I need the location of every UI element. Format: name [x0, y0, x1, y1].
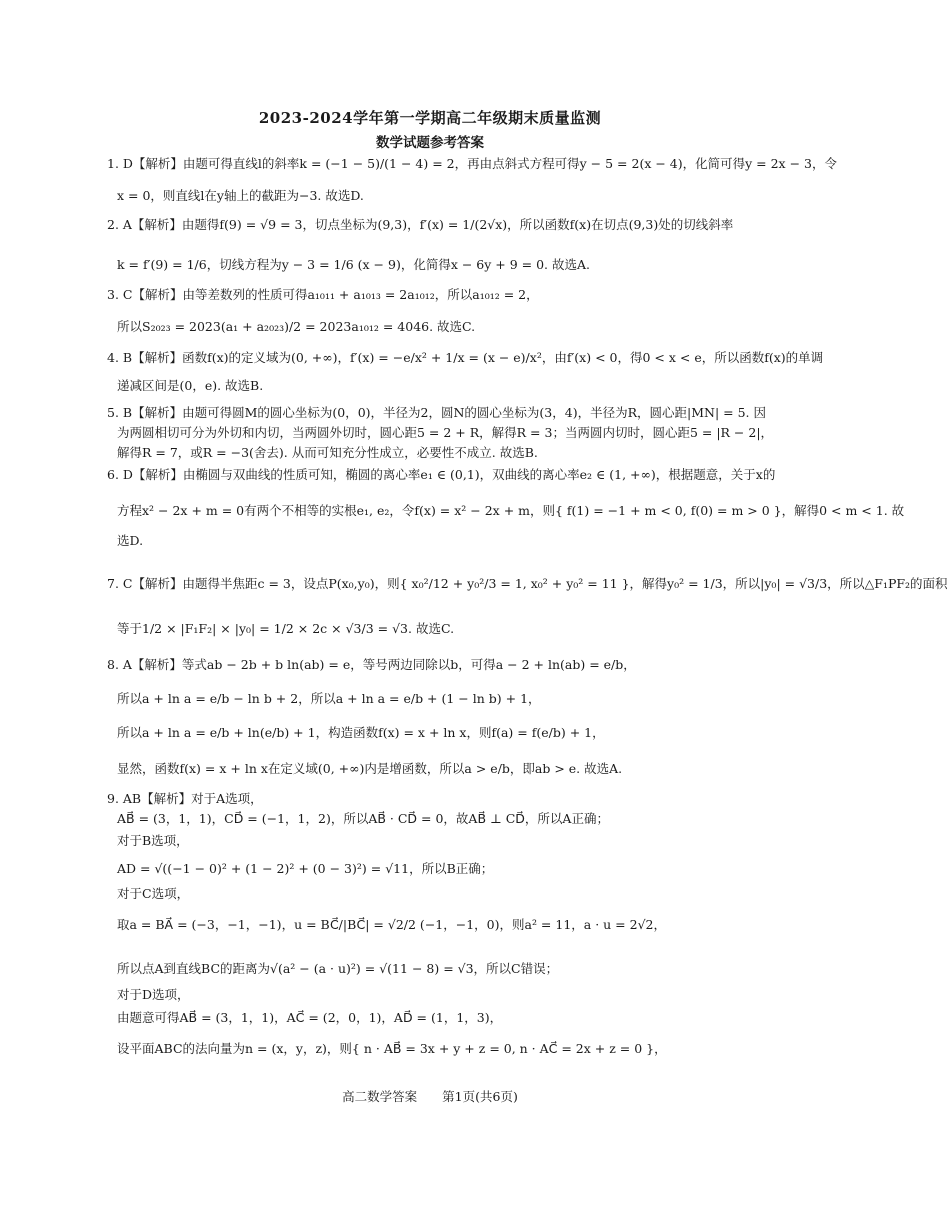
- q9-line-9: 由题意可得AB⃗ = (3，1，1)，AC⃗ = (2，0，1)，AD⃗ = (1，1，3)，: [117, 1010, 503, 1025]
- q4-line-2: 递减区间是(0，e). 故选B.: [117, 378, 264, 393]
- q9-line-6: 取a = BA⃗ = (−3，−1，−1)，u = BC⃗/|BC⃗| = √2/2 (−1，−1，0)，则a² = 11，a · u = 2√2，: [117, 917, 666, 932]
- q3-line-2: 所以S₂₀₂₃ = 2023(a₁ + a₂₀₂₃)/2 = 2023a₁₀₁₂ = 4046. 故选C.: [117, 319, 476, 334]
- q6-line-2: 方程x² − 2x + m = 0有两个不相等的实根e₁, e₂，令f(x) = x² − 2x + m，则{ f(1) = −1 + m < 0, f(0) = m > 0 }，解得0 < m < 1. 故: [117, 503, 905, 518]
- q7-line-2: 等于1/2 × |F₁F₂| × |y₀| = 1/2 × 2c × √3/3 = √3. 故选C.: [117, 621, 455, 636]
- q2-line-1: 2. A【解析】由题得f(9) = √9 = 3，切点坐标为(9,3)，f′(x) = 1/(2√x)，所以函数f(x)在切点(9,3)处的切线斜率: [107, 217, 734, 232]
- q9-line-1: 9. AB【解析】对于A选项，: [107, 791, 263, 806]
- q9-line-3: 对于B选项，: [117, 833, 189, 848]
- q8-line-1: 8. A【解析】等式ab − 2b + b ln(ab) = e，等号两边同除以b，可得a − 2 + ln(ab) = e/b，: [107, 657, 636, 672]
- q4-line-1: 4. B【解析】函数f(x)的定义域为(0, +∞)，f′(x) = −e/x² + 1/x = (x − e)/x²，由f′(x) < 0，得0 < x < e，所以函数f(x)的单调: [107, 350, 824, 365]
- q5-line-1: 5. B【解析】由题可得圆M的圆心坐标为(0，0)，半径为2，圆N的圆心坐标为(3，4)，半径为R，圆心距|MN| = 5. 因: [107, 405, 766, 420]
- q9-line-2: AB⃗ = (3，1，1)，CD⃗ = (−1，1，2)，所以AB⃗ · CD⃗ = 0，故AB⃗ ⊥ CD⃗，所以A正确；: [117, 811, 609, 826]
- page-footer: 高二数学答案 第1页(共6页): [342, 1089, 518, 1104]
- q5-line-3: 解得R = 7，或R = −3(舍去). 从而可知充分性成立，必要性不成立. 故选B.: [117, 445, 538, 460]
- q8-line-2: 所以a + ln a = e/b − ln b + 2，所以a + ln a = e/b + (1 − ln b) + 1，: [117, 691, 541, 706]
- q9-line-4: AD = √((−1 − 0)² + (1 − 2)² + (0 − 3)²) = √11，所以B正确；: [117, 861, 494, 876]
- q8-line-3: 所以a + ln a = e/b + ln(e/b) + 1，构造函数f(x) = x + ln x，则f(a) = f(e/b) + 1，: [117, 725, 605, 740]
- q8-line-4: 显然，函数f(x) = x + ln x在定义域(0, +∞)内是增函数，所以a > e/b，即ab > e. 故选A.: [117, 761, 623, 776]
- q9-line-7: 所以点A到直线BC的距离为√(a² − (a · u)²) = √(11 − 8) = √3，所以C错误；: [117, 961, 559, 976]
- q9-line-8: 对于D选项，: [117, 987, 190, 1002]
- q2-line-2: k = f′(9) = 1/6，切线方程为y − 3 = 1/6 (x − 9)，化简得x − 6y + 9 = 0. 故选A.: [117, 257, 591, 272]
- q7-line-1: 7. C【解析】由题得半焦距c = 3，设点P(x₀,y₀)，则{ x₀²/12 + y₀²/3 = 1, x₀² + y₀² = 11 }，解得y₀² = 1/3，所以|y₀| = √3/3，所以△F₁PF₂的面积: [107, 576, 948, 591]
- document-title: 2023-2024学年第一学期高二年级期末质量监测: [258, 109, 602, 127]
- q6-line-3: 选D.: [117, 533, 144, 548]
- q9-line-10: 设平面ABC的法向量为n = (x，y，z)，则{ n · AB⃗ = 3x + y + z = 0, n · AC⃗ = 2x + z = 0 }，: [117, 1041, 667, 1056]
- q3-line-1: 3. C【解析】由等差数列的性质可得a₁₀₁₁ + a₁₀₁₃ = 2a₁₀₁₂，所以a₁₀₁₂ = 2，: [107, 287, 539, 302]
- document-subtitle: 数学试题参考答案: [376, 135, 484, 151]
- q5-line-2: 为两圆相切可分为外切和内切，当两圆外切时，圆心距5 = 2 + R，解得R = 3；当两圆内切时，圆心距5 = |R − 2|，: [117, 425, 774, 440]
- q1-line-2: x = 0，则直线l在y轴上的截距为−3. 故选D.: [117, 188, 364, 203]
- q6-line-1: 6. D【解析】由椭圆与双曲线的性质可知，椭圆的离心率e₁ ∈ (0,1)，双曲线的离心率e₂ ∈ (1, +∞)，根据题意，关于x的: [107, 467, 776, 482]
- q1-line-1: 1. D【解析】由题可得直线l的斜率k = (−1 − 5)/(1 − 4) = 2，再由点斜式方程可得y − 5 = 2(x − 4)，化简可得y = 2x − 3，令: [107, 156, 837, 171]
- q9-line-5: 对于C选项，: [117, 886, 190, 901]
